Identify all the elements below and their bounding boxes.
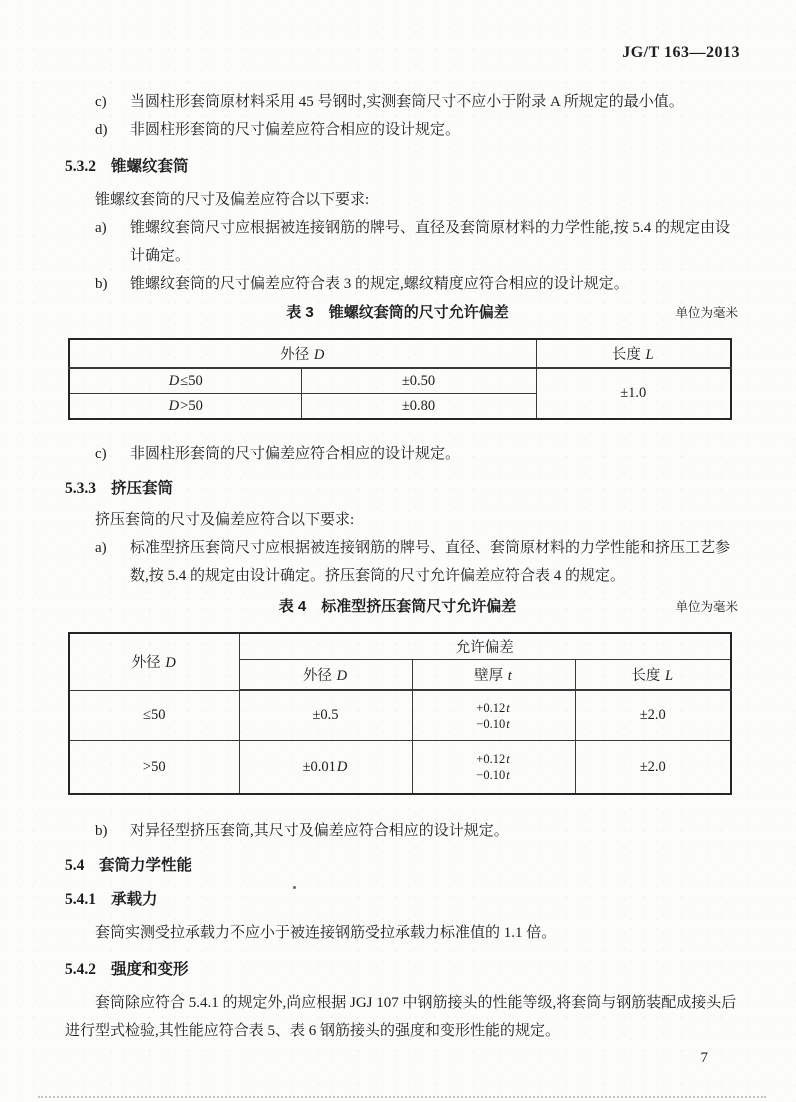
section-number: 5.3.2 — [65, 158, 96, 175]
cell-condition — [69, 368, 301, 394]
list-marker: d) — [95, 122, 108, 138]
wall-dev-plus — [413, 700, 575, 716]
section-number: 5.4.2 — [65, 961, 96, 978]
intro-paragraph-5-3-3: 挤压套筒的尺寸及偏差应符合以下要求: — [95, 512, 355, 528]
table-4-caption-row — [65, 596, 738, 618]
table-4-caption: 表 4 标准型挤压套筒尺寸允许偏差 — [278, 598, 517, 615]
list-item-text: 标准型挤压套筒尺寸应根据被连接钢筋的牌号、直径、套筒原材料的力学性能和挤压工艺参数,按 5.4 的规定由设计确定。挤压套筒的尺寸允许偏差应符合表 4 的规定。 — [130, 540, 731, 584]
section-heading-5-3-2 — [65, 156, 740, 178]
variable-D: D — [336, 668, 348, 684]
wall-dev-plus — [413, 751, 575, 767]
section-heading-5-4 — [65, 855, 740, 877]
section-title: 套筒力学性能 — [99, 857, 193, 874]
variable-t: t — [506, 752, 510, 766]
cell-length-deviation: ±1.0 — [536, 368, 731, 419]
list-item-a-532 — [65, 214, 740, 270]
condition-text: ≤50 — [180, 372, 203, 389]
cell-deviation: ±0.80 — [301, 394, 536, 420]
list-marker: c) — [95, 446, 107, 462]
table-3-header-outer-diameter — [69, 339, 536, 368]
page-number: 7 — [700, 1050, 708, 1066]
table-4-subheader-length — [575, 660, 731, 691]
table-3-row-1 — [69, 368, 731, 394]
table-4-header-allowed-deviation: 允许偏差 — [239, 633, 731, 660]
condition-text: >50 — [180, 397, 203, 414]
scan-artifact-dot — [293, 886, 296, 889]
list-item-text: 对异径型挤压套筒,其尺寸及偏差应符合相应的设计规定。 — [130, 823, 509, 839]
section-title: 承载力 — [111, 891, 158, 908]
table-4-header-outer-diameter — [69, 633, 239, 690]
table-4-subheader-outer-diameter — [239, 660, 412, 691]
variable-t: t — [506, 768, 510, 782]
cell-condition: ≤50 — [69, 690, 239, 741]
section-heading-5-3-3 — [65, 478, 740, 500]
table-3-unit-note: 单位为毫米 — [675, 306, 738, 320]
section-number: 5.4.1 — [65, 891, 96, 908]
section-number: 5.4 — [65, 857, 85, 874]
cell-wall-deviation — [412, 741, 575, 795]
wall-dev-minus — [413, 767, 575, 783]
list-item-text: 非圆柱形套筒的尺寸偏差应符合相应的设计规定。 — [130, 446, 461, 462]
paragraph-5-4-1: 套筒实测受拉承载力不应小于被连接钢筋受拉承载力标准值的 1.1 倍。 — [95, 925, 557, 941]
list-item-b-533 — [65, 817, 740, 845]
list-marker: a) — [95, 220, 107, 236]
value: +0.12 — [476, 752, 506, 766]
header-label: 外径 — [280, 347, 313, 363]
section-heading-5-4-1 — [65, 889, 740, 911]
variable-D: D — [165, 655, 176, 672]
value: −0.10 — [476, 768, 506, 782]
table-3 — [68, 338, 732, 420]
variable-D: D — [313, 347, 325, 363]
document-code: JG/T 163—2013 — [622, 44, 740, 61]
paragraph-5-4-2: 套筒除应符合 5.4.1 的规定外,尚应根据 JGJ 107 中钢筋接头的性能等级,将套筒与钢筋装配成接头后进行型式检验,其性能应符合表 5、表 6 钢筋接头的强度和变形性能的规定。 — [65, 995, 737, 1039]
cell-condition — [69, 394, 301, 420]
list-item-c-top — [65, 88, 740, 116]
header-label: 长度 — [631, 668, 665, 684]
section-heading-5-4-2 — [65, 959, 740, 981]
header-label: 外径 — [302, 668, 336, 684]
scan-edge-dotted-line — [38, 1096, 766, 1098]
value: −0.10 — [476, 716, 506, 731]
list-item-text: 锥螺纹套筒尺寸应根据被连接钢筋的牌号、直径及套筒原材料的力学性能,按 5.4 的规定由设计确定。 — [130, 220, 731, 264]
table-4 — [68, 632, 732, 795]
section-number: 5.3.3 — [65, 480, 96, 497]
header-label: 壁厚 — [474, 668, 507, 684]
cell-wall-deviation — [412, 690, 575, 741]
list-marker: b) — [95, 823, 108, 839]
cell-length-deviation: ±2.0 — [575, 741, 731, 795]
table-3-caption: 表 3 锥螺纹套筒的尺寸允许偏差 — [286, 304, 509, 321]
list-item-text: 当圆柱形套筒原材料采用 45 号钢时,实测套筒尺寸不应小于附录 A 所规定的最小值。 — [130, 94, 684, 110]
variable-L: L — [645, 347, 654, 363]
section-title: 锥螺纹套筒 — [111, 158, 189, 175]
list-item-d-top — [65, 116, 740, 144]
list-marker: b) — [95, 276, 108, 292]
section-title: 挤压套筒 — [111, 480, 174, 497]
list-item-text: 锥螺纹套筒的尺寸偏差应符合表 3 的规定,螺纹精度应符合相应的设计规定。 — [130, 276, 629, 292]
intro-paragraph-5-3-2: 锥螺纹套筒的尺寸及偏差应符合以下要求: — [95, 192, 370, 208]
cell-od-deviation: ±0.5 — [239, 690, 412, 741]
table-3-header-length — [536, 339, 731, 368]
list-item-a-533 — [65, 534, 740, 590]
wall-dev-minus — [413, 716, 575, 732]
variable-t: t — [506, 716, 510, 731]
list-marker: c) — [95, 94, 107, 110]
cell-od-deviation — [239, 741, 412, 795]
header-label: 外径 — [131, 655, 165, 672]
table-4-unit-note: 单位为毫米 — [675, 600, 738, 614]
value: ±0.01 — [302, 758, 336, 775]
variable-L: L — [665, 668, 674, 684]
variable-t: t — [507, 668, 512, 684]
cell-deviation: ±0.50 — [301, 368, 536, 394]
cell-length-deviation: ±2.0 — [575, 690, 731, 741]
table-4-header-row-1 — [69, 633, 731, 660]
header-label: 长度 — [611, 347, 645, 363]
variable-D: D — [336, 758, 348, 775]
list-item-c-532 — [65, 440, 740, 468]
table-4-row-1 — [69, 690, 731, 741]
cell-condition: >50 — [69, 741, 239, 795]
list-marker: a) — [95, 540, 107, 556]
value: +0.12 — [476, 700, 506, 715]
table-4-subheader-wall-thickness — [412, 660, 575, 691]
table-4-row-2 — [69, 741, 731, 795]
table-3-header-row — [69, 339, 731, 368]
section-title: 强度和变形 — [111, 961, 189, 978]
variable-D: D — [168, 372, 180, 389]
table-3-caption-row — [65, 302, 738, 324]
list-item-text: 非圆柱形套筒的尺寸偏差应符合相应的设计规定。 — [130, 122, 461, 138]
variable-t: t — [506, 700, 510, 715]
list-item-b-532 — [65, 270, 740, 298]
variable-D: D — [168, 397, 180, 414]
